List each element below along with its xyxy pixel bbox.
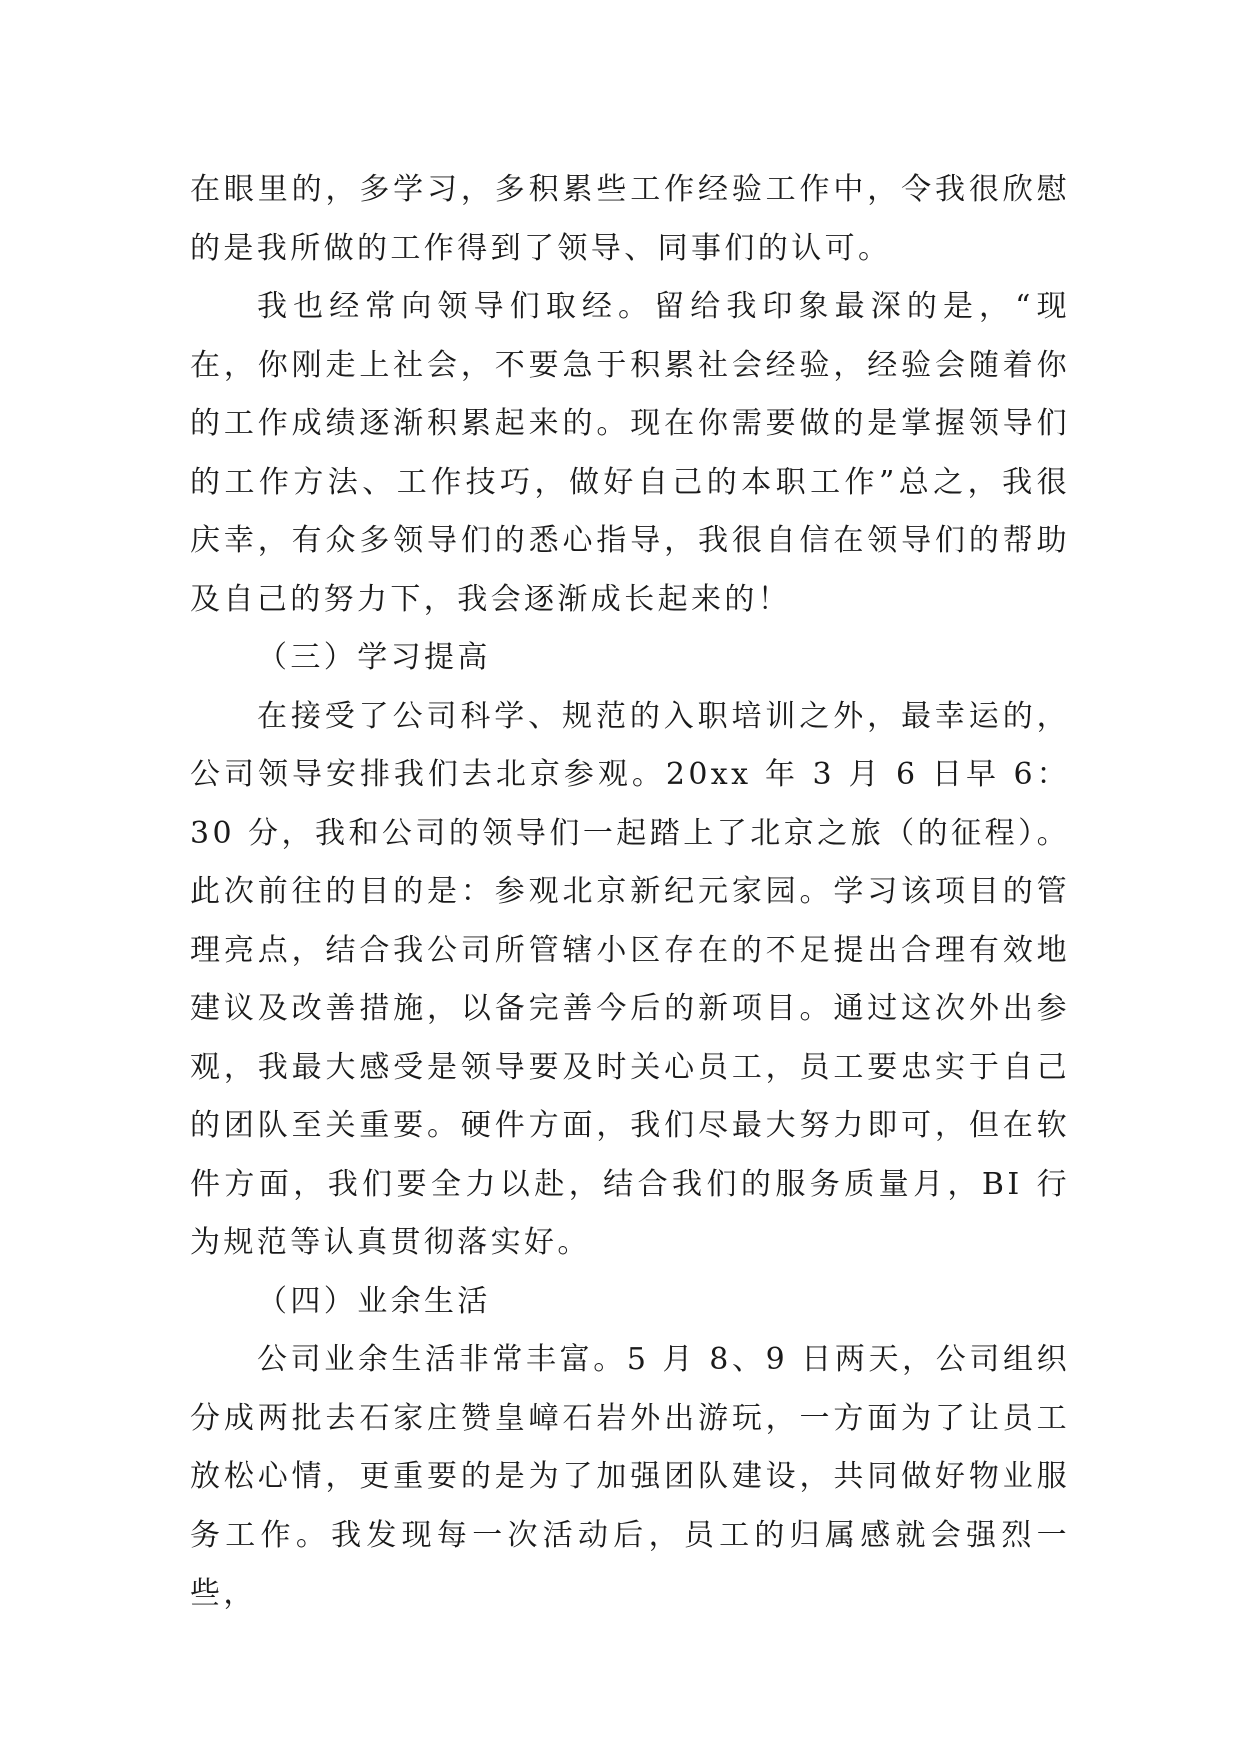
paragraph-leisure-life: 公司业余生活非常丰富。5 月 8、9 日两天，公司组织分成两批去石家庄赞皇嶂石岩外出游玩，一方面为了让员工放松心情，更重要的是为了加强团队建设，共同做好物业服务工作。我发现每一次活动后，员工的归属感就会强烈一些，	[190, 1342, 1070, 1611]
section-heading-learning: （三）学习提高	[257, 640, 491, 675]
paragraph-continuation: 在眼里的，多学习，多积累些工作经验工作中，令我很欣慰的是我所做的工作得到了领导、同事们的认可。	[190, 172, 1070, 266]
paragraph-leadership-advice: 我也经常向领导们取经。留给我印象最深的是，“现在，你刚走上社会，不要急于积累社会经验，经验会随着你的工作成绩逐渐积累起来的。现在你需要做的是掌握领导们的工作方法、工作技巧，做好自己的本职工作”总之，我很庆幸，有众多领导们的悉心指导，我很自信在领导们的帮助及自己的努力下，我会逐渐成长起来的！	[190, 289, 1070, 617]
section-heading-leisure: （四）业余生活	[257, 1283, 491, 1319]
paragraph-beijing-visit: 在接受了公司科学、规范的入职培训之外，最幸运的，公司领导安排我们去北京参观。20xx 年 3 月 6 日早 6：30 分，我和公司的领导们一起踏上了北京之旅（的征程）。此次前往的目的是：参观北京新纪元家园。学习该项目的管理亮点，结合我公司所管辖小区存在的不足提出合理有效地建议及改善措施，以备完善今后的新项目。通过这次外出参观，我最大感受是领导要及时关心员工，员工要忠实于自己的团队至关重要。硬件方面，我们尽最大努力即可，但在软件方面，我们要全力以赴，结合我们的服务质量月，BI 行为规范等认真贯彻落实好。	[190, 698, 1070, 1260]
document-body	[190, 161, 1070, 1624]
